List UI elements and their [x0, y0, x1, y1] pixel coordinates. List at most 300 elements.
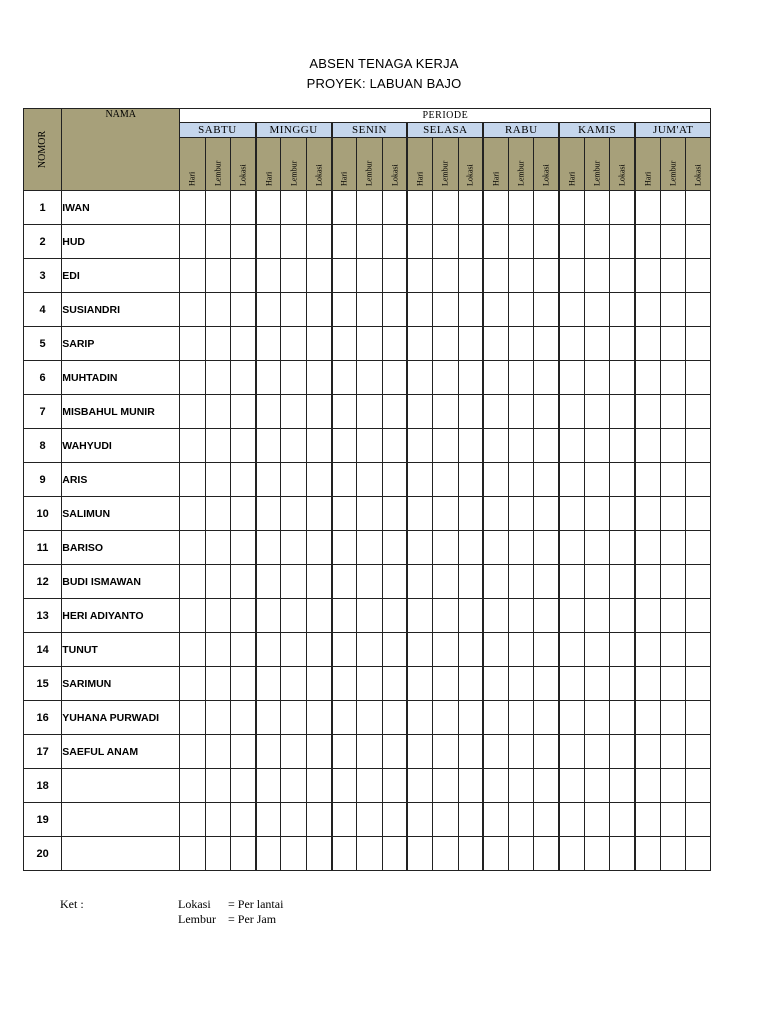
attendance-cell[interactable] [610, 565, 635, 599]
attendance-cell[interactable] [660, 429, 685, 463]
attendance-cell[interactable] [230, 531, 255, 565]
attendance-cell[interactable] [230, 361, 255, 395]
attendance-cell[interactable] [559, 497, 584, 531]
attendance-cell[interactable] [458, 191, 483, 225]
attendance-cell[interactable] [610, 803, 635, 837]
attendance-cell[interactable] [509, 225, 534, 259]
attendance-cell[interactable] [635, 293, 660, 327]
attendance-cell[interactable] [534, 531, 559, 565]
attendance-cell[interactable] [332, 225, 357, 259]
attendance-cell[interactable] [205, 837, 230, 871]
attendance-cell[interactable] [660, 735, 685, 769]
attendance-cell[interactable] [332, 531, 357, 565]
attendance-cell[interactable] [686, 429, 711, 463]
attendance-cell[interactable] [256, 769, 281, 803]
attendance-cell[interactable] [635, 361, 660, 395]
attendance-cell[interactable] [256, 395, 281, 429]
attendance-cell[interactable] [281, 701, 306, 735]
attendance-cell[interactable] [256, 191, 281, 225]
attendance-cell[interactable] [281, 599, 306, 633]
attendance-cell[interactable] [534, 769, 559, 803]
attendance-cell[interactable] [357, 769, 382, 803]
attendance-cell[interactable] [433, 837, 458, 871]
attendance-cell[interactable] [635, 497, 660, 531]
attendance-cell[interactable] [306, 259, 331, 293]
attendance-cell[interactable] [509, 191, 534, 225]
attendance-cell[interactable] [382, 667, 407, 701]
attendance-cell[interactable] [660, 191, 685, 225]
attendance-cell[interactable] [483, 599, 508, 633]
attendance-cell[interactable] [509, 463, 534, 497]
attendance-cell[interactable] [458, 599, 483, 633]
attendance-cell[interactable] [559, 599, 584, 633]
attendance-cell[interactable] [407, 633, 432, 667]
attendance-cell[interactable] [483, 837, 508, 871]
attendance-cell[interactable] [610, 429, 635, 463]
attendance-cell[interactable] [660, 599, 685, 633]
attendance-cell[interactable] [306, 837, 331, 871]
attendance-cell[interactable] [332, 429, 357, 463]
attendance-cell[interactable] [635, 191, 660, 225]
attendance-cell[interactable] [559, 837, 584, 871]
attendance-cell[interactable] [458, 565, 483, 599]
attendance-cell[interactable] [407, 667, 432, 701]
attendance-cell[interactable] [509, 497, 534, 531]
attendance-cell[interactable] [205, 701, 230, 735]
attendance-cell[interactable] [483, 531, 508, 565]
attendance-cell[interactable] [205, 361, 230, 395]
attendance-cell[interactable] [458, 463, 483, 497]
attendance-cell[interactable] [382, 497, 407, 531]
attendance-cell[interactable] [686, 769, 711, 803]
attendance-cell[interactable] [686, 293, 711, 327]
attendance-cell[interactable] [205, 225, 230, 259]
attendance-cell[interactable] [559, 565, 584, 599]
attendance-cell[interactable] [635, 769, 660, 803]
attendance-cell[interactable] [534, 735, 559, 769]
attendance-cell[interactable] [230, 463, 255, 497]
attendance-cell[interactable] [433, 361, 458, 395]
attendance-cell[interactable] [230, 667, 255, 701]
attendance-cell[interactable] [584, 667, 609, 701]
attendance-cell[interactable] [433, 191, 458, 225]
attendance-cell[interactable] [205, 531, 230, 565]
attendance-cell[interactable] [256, 701, 281, 735]
attendance-cell[interactable] [686, 497, 711, 531]
attendance-cell[interactable] [256, 837, 281, 871]
attendance-cell[interactable] [559, 803, 584, 837]
attendance-cell[interactable] [357, 293, 382, 327]
attendance-cell[interactable] [306, 395, 331, 429]
attendance-cell[interactable] [458, 395, 483, 429]
attendance-cell[interactable] [332, 259, 357, 293]
attendance-cell[interactable] [584, 497, 609, 531]
attendance-cell[interactable] [559, 769, 584, 803]
attendance-cell[interactable] [509, 633, 534, 667]
attendance-cell[interactable] [180, 769, 205, 803]
attendance-cell[interactable] [281, 497, 306, 531]
attendance-cell[interactable] [483, 769, 508, 803]
attendance-cell[interactable] [509, 837, 534, 871]
attendance-cell[interactable] [433, 769, 458, 803]
attendance-cell[interactable] [483, 225, 508, 259]
attendance-cell[interactable] [635, 701, 660, 735]
attendance-cell[interactable] [281, 259, 306, 293]
attendance-cell[interactable] [205, 463, 230, 497]
attendance-cell[interactable] [458, 225, 483, 259]
attendance-cell[interactable] [180, 701, 205, 735]
attendance-cell[interactable] [458, 633, 483, 667]
attendance-cell[interactable] [180, 837, 205, 871]
attendance-cell[interactable] [382, 225, 407, 259]
attendance-cell[interactable] [534, 293, 559, 327]
attendance-cell[interactable] [180, 565, 205, 599]
attendance-cell[interactable] [281, 769, 306, 803]
attendance-cell[interactable] [483, 701, 508, 735]
attendance-cell[interactable] [584, 565, 609, 599]
attendance-cell[interactable] [635, 837, 660, 871]
attendance-cell[interactable] [610, 633, 635, 667]
attendance-cell[interactable] [281, 633, 306, 667]
attendance-cell[interactable] [407, 565, 432, 599]
attendance-cell[interactable] [230, 803, 255, 837]
attendance-cell[interactable] [230, 633, 255, 667]
attendance-cell[interactable] [256, 565, 281, 599]
attendance-cell[interactable] [332, 701, 357, 735]
attendance-cell[interactable] [180, 599, 205, 633]
attendance-cell[interactable] [180, 633, 205, 667]
attendance-cell[interactable] [205, 769, 230, 803]
attendance-cell[interactable] [407, 361, 432, 395]
attendance-cell[interactable] [382, 599, 407, 633]
attendance-cell[interactable] [458, 361, 483, 395]
attendance-cell[interactable] [483, 429, 508, 463]
attendance-cell[interactable] [256, 361, 281, 395]
attendance-cell[interactable] [256, 633, 281, 667]
attendance-cell[interactable] [281, 395, 306, 429]
attendance-cell[interactable] [635, 327, 660, 361]
attendance-cell[interactable] [357, 191, 382, 225]
attendance-cell[interactable] [610, 735, 635, 769]
attendance-cell[interactable] [256, 599, 281, 633]
attendance-cell[interactable] [610, 191, 635, 225]
attendance-cell[interactable] [306, 429, 331, 463]
attendance-cell[interactable] [180, 259, 205, 293]
attendance-cell[interactable] [660, 463, 685, 497]
attendance-cell[interactable] [610, 837, 635, 871]
attendance-cell[interactable] [306, 463, 331, 497]
attendance-cell[interactable] [256, 463, 281, 497]
attendance-cell[interactable] [433, 293, 458, 327]
attendance-cell[interactable] [534, 395, 559, 429]
attendance-cell[interactable] [610, 327, 635, 361]
attendance-cell[interactable] [180, 531, 205, 565]
attendance-cell[interactable] [382, 531, 407, 565]
attendance-cell[interactable] [407, 327, 432, 361]
attendance-cell[interactable] [610, 361, 635, 395]
attendance-cell[interactable] [281, 463, 306, 497]
attendance-cell[interactable] [635, 599, 660, 633]
attendance-cell[interactable] [407, 735, 432, 769]
attendance-cell[interactable] [559, 531, 584, 565]
attendance-cell[interactable] [256, 531, 281, 565]
attendance-cell[interactable] [584, 701, 609, 735]
attendance-cell[interactable] [686, 225, 711, 259]
attendance-cell[interactable] [559, 191, 584, 225]
attendance-cell[interactable] [357, 327, 382, 361]
attendance-cell[interactable] [458, 667, 483, 701]
attendance-cell[interactable] [559, 701, 584, 735]
attendance-cell[interactable] [281, 361, 306, 395]
attendance-cell[interactable] [332, 599, 357, 633]
attendance-cell[interactable] [180, 395, 205, 429]
attendance-cell[interactable] [332, 565, 357, 599]
attendance-cell[interactable] [205, 327, 230, 361]
attendance-cell[interactable] [382, 191, 407, 225]
attendance-cell[interactable] [281, 531, 306, 565]
attendance-cell[interactable] [509, 259, 534, 293]
attendance-cell[interactable] [281, 429, 306, 463]
attendance-cell[interactable] [509, 667, 534, 701]
attendance-cell[interactable] [660, 327, 685, 361]
attendance-cell[interactable] [433, 735, 458, 769]
attendance-cell[interactable] [635, 429, 660, 463]
attendance-cell[interactable] [686, 565, 711, 599]
attendance-cell[interactable] [534, 463, 559, 497]
attendance-cell[interactable] [509, 531, 534, 565]
attendance-cell[interactable] [534, 633, 559, 667]
attendance-cell[interactable] [407, 293, 432, 327]
attendance-cell[interactable] [483, 633, 508, 667]
attendance-cell[interactable] [433, 701, 458, 735]
attendance-cell[interactable] [584, 361, 609, 395]
attendance-cell[interactable] [382, 463, 407, 497]
attendance-cell[interactable] [382, 837, 407, 871]
attendance-cell[interactable] [230, 701, 255, 735]
attendance-cell[interactable] [584, 633, 609, 667]
attendance-cell[interactable] [509, 599, 534, 633]
attendance-cell[interactable] [610, 293, 635, 327]
attendance-cell[interactable] [559, 225, 584, 259]
attendance-cell[interactable] [256, 293, 281, 327]
attendance-cell[interactable] [686, 701, 711, 735]
attendance-cell[interactable] [230, 837, 255, 871]
attendance-cell[interactable] [230, 395, 255, 429]
attendance-cell[interactable] [458, 293, 483, 327]
attendance-cell[interactable] [483, 803, 508, 837]
attendance-cell[interactable] [357, 701, 382, 735]
attendance-cell[interactable] [332, 327, 357, 361]
attendance-cell[interactable] [180, 497, 205, 531]
attendance-cell[interactable] [205, 803, 230, 837]
attendance-cell[interactable] [230, 191, 255, 225]
attendance-cell[interactable] [433, 565, 458, 599]
attendance-cell[interactable] [660, 803, 685, 837]
attendance-cell[interactable] [458, 259, 483, 293]
attendance-cell[interactable] [584, 599, 609, 633]
attendance-cell[interactable] [660, 837, 685, 871]
attendance-cell[interactable] [534, 837, 559, 871]
attendance-cell[interactable] [306, 361, 331, 395]
attendance-cell[interactable] [559, 327, 584, 361]
attendance-cell[interactable] [382, 565, 407, 599]
attendance-cell[interactable] [509, 701, 534, 735]
attendance-cell[interactable] [205, 497, 230, 531]
attendance-cell[interactable] [180, 803, 205, 837]
attendance-cell[interactable] [686, 259, 711, 293]
attendance-cell[interactable] [382, 633, 407, 667]
attendance-cell[interactable] [332, 667, 357, 701]
attendance-cell[interactable] [483, 327, 508, 361]
attendance-cell[interactable] [509, 803, 534, 837]
attendance-cell[interactable] [584, 769, 609, 803]
attendance-cell[interactable] [534, 565, 559, 599]
attendance-cell[interactable] [180, 667, 205, 701]
attendance-cell[interactable] [584, 191, 609, 225]
attendance-cell[interactable] [357, 225, 382, 259]
attendance-cell[interactable] [230, 429, 255, 463]
attendance-cell[interactable] [180, 327, 205, 361]
attendance-cell[interactable] [660, 701, 685, 735]
attendance-cell[interactable] [407, 225, 432, 259]
attendance-cell[interactable] [483, 497, 508, 531]
attendance-cell[interactable] [256, 225, 281, 259]
attendance-cell[interactable] [281, 837, 306, 871]
attendance-cell[interactable] [610, 395, 635, 429]
attendance-cell[interactable] [382, 327, 407, 361]
attendance-cell[interactable] [306, 225, 331, 259]
attendance-cell[interactable] [332, 735, 357, 769]
attendance-cell[interactable] [660, 395, 685, 429]
attendance-cell[interactable] [534, 259, 559, 293]
attendance-cell[interactable] [686, 327, 711, 361]
attendance-cell[interactable] [433, 599, 458, 633]
attendance-cell[interactable] [205, 429, 230, 463]
attendance-cell[interactable] [509, 429, 534, 463]
attendance-cell[interactable] [660, 531, 685, 565]
attendance-cell[interactable] [559, 735, 584, 769]
attendance-cell[interactable] [584, 531, 609, 565]
attendance-cell[interactable] [584, 293, 609, 327]
attendance-cell[interactable] [559, 463, 584, 497]
attendance-cell[interactable] [483, 735, 508, 769]
attendance-cell[interactable] [306, 531, 331, 565]
attendance-cell[interactable] [433, 259, 458, 293]
attendance-cell[interactable] [686, 633, 711, 667]
attendance-cell[interactable] [357, 633, 382, 667]
attendance-cell[interactable] [256, 497, 281, 531]
attendance-cell[interactable] [584, 735, 609, 769]
attendance-cell[interactable] [230, 599, 255, 633]
attendance-cell[interactable] [205, 395, 230, 429]
attendance-cell[interactable] [559, 429, 584, 463]
attendance-cell[interactable] [407, 497, 432, 531]
attendance-cell[interactable] [407, 259, 432, 293]
attendance-cell[interactable] [534, 225, 559, 259]
attendance-cell[interactable] [483, 565, 508, 599]
attendance-cell[interactable] [332, 633, 357, 667]
attendance-cell[interactable] [635, 259, 660, 293]
attendance-cell[interactable] [256, 735, 281, 769]
attendance-cell[interactable] [483, 395, 508, 429]
attendance-cell[interactable] [180, 225, 205, 259]
attendance-cell[interactable] [230, 769, 255, 803]
attendance-cell[interactable] [306, 293, 331, 327]
attendance-cell[interactable] [635, 565, 660, 599]
attendance-cell[interactable] [509, 361, 534, 395]
attendance-cell[interactable] [306, 735, 331, 769]
attendance-cell[interactable] [534, 327, 559, 361]
attendance-cell[interactable] [534, 803, 559, 837]
attendance-cell[interactable] [610, 225, 635, 259]
attendance-cell[interactable] [281, 293, 306, 327]
attendance-cell[interactable] [256, 803, 281, 837]
attendance-cell[interactable] [357, 837, 382, 871]
attendance-cell[interactable] [458, 837, 483, 871]
attendance-cell[interactable] [610, 497, 635, 531]
attendance-cell[interactable] [332, 191, 357, 225]
attendance-cell[interactable] [357, 803, 382, 837]
attendance-cell[interactable] [281, 327, 306, 361]
attendance-cell[interactable] [230, 293, 255, 327]
attendance-cell[interactable] [205, 293, 230, 327]
attendance-cell[interactable] [635, 633, 660, 667]
attendance-cell[interactable] [433, 667, 458, 701]
attendance-cell[interactable] [483, 259, 508, 293]
attendance-cell[interactable] [180, 735, 205, 769]
attendance-cell[interactable] [635, 225, 660, 259]
attendance-cell[interactable] [205, 191, 230, 225]
attendance-cell[interactable] [281, 667, 306, 701]
attendance-cell[interactable] [635, 667, 660, 701]
attendance-cell[interactable] [483, 191, 508, 225]
attendance-cell[interactable] [306, 565, 331, 599]
attendance-cell[interactable] [433, 225, 458, 259]
attendance-cell[interactable] [357, 667, 382, 701]
attendance-cell[interactable] [357, 361, 382, 395]
attendance-cell[interactable] [332, 463, 357, 497]
attendance-cell[interactable] [433, 429, 458, 463]
attendance-cell[interactable] [256, 429, 281, 463]
attendance-cell[interactable] [230, 497, 255, 531]
attendance-cell[interactable] [686, 803, 711, 837]
attendance-cell[interactable] [534, 497, 559, 531]
attendance-cell[interactable] [660, 259, 685, 293]
attendance-cell[interactable] [458, 735, 483, 769]
attendance-cell[interactable] [281, 803, 306, 837]
attendance-cell[interactable] [332, 837, 357, 871]
attendance-cell[interactable] [382, 259, 407, 293]
attendance-cell[interactable] [509, 735, 534, 769]
attendance-cell[interactable] [407, 803, 432, 837]
attendance-cell[interactable] [306, 769, 331, 803]
attendance-cell[interactable] [686, 667, 711, 701]
attendance-cell[interactable] [433, 395, 458, 429]
attendance-cell[interactable] [660, 565, 685, 599]
attendance-cell[interactable] [660, 293, 685, 327]
attendance-cell[interactable] [686, 361, 711, 395]
attendance-cell[interactable] [660, 497, 685, 531]
attendance-cell[interactable] [559, 667, 584, 701]
attendance-cell[interactable] [382, 361, 407, 395]
attendance-cell[interactable] [357, 429, 382, 463]
attendance-cell[interactable] [281, 191, 306, 225]
attendance-cell[interactable] [205, 565, 230, 599]
attendance-cell[interactable] [382, 701, 407, 735]
attendance-cell[interactable] [584, 837, 609, 871]
attendance-cell[interactable] [407, 769, 432, 803]
attendance-cell[interactable] [382, 769, 407, 803]
